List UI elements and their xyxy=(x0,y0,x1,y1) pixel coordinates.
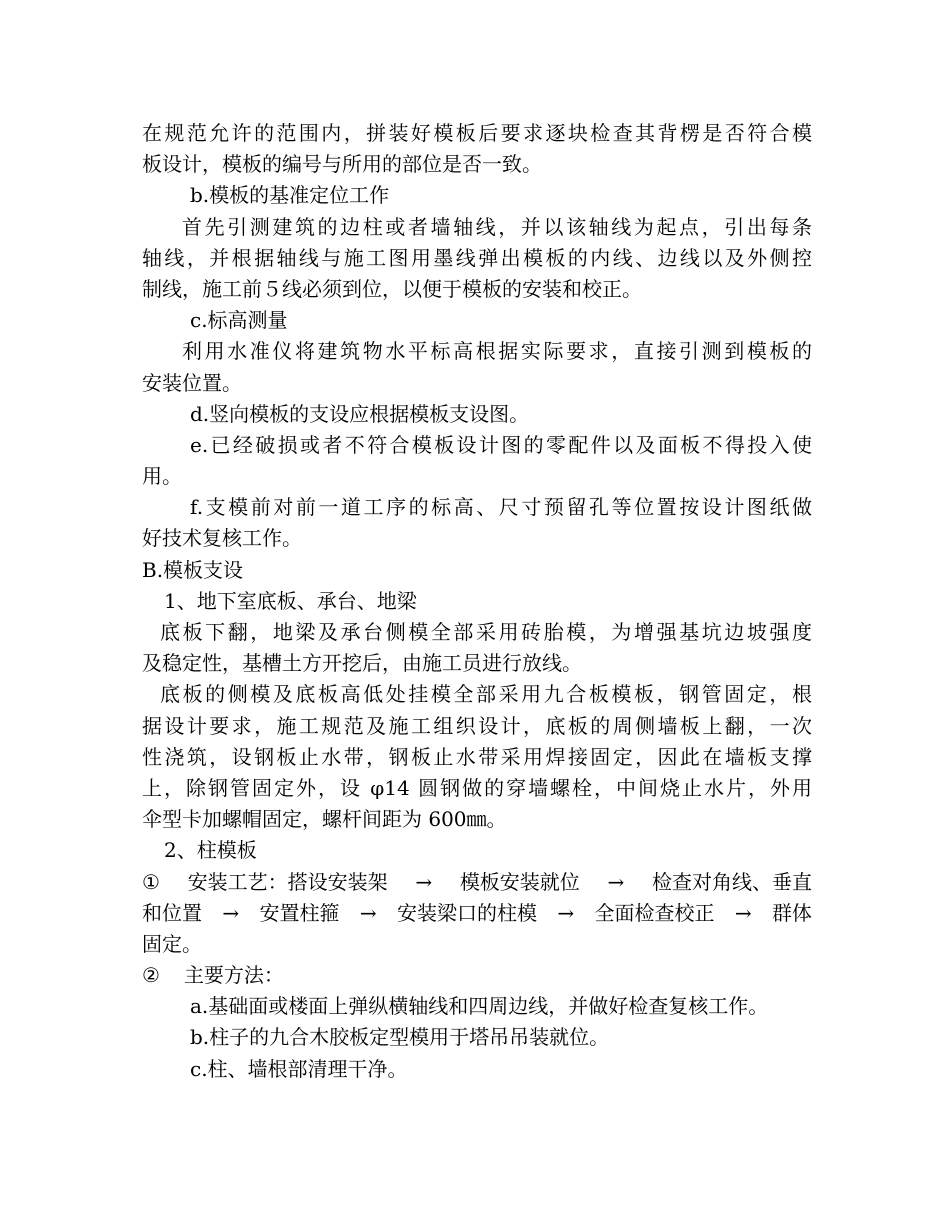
text-line: 在规范允许的范围内，拼装好模板后要求逐块检查其背楞是否符合模 xyxy=(142,121,812,145)
text-line: 性浇筑，设钢板止水带，钢板止水带采用焊接固定，因此在墙板支撑 xyxy=(142,744,812,769)
text-line: 及稳定性，基槽土方开挖后，由施工员进行放线。 xyxy=(142,651,582,676)
text-line: 上，除钢管固定外，设 φ14 圆钢做的穿墙螺栓，中间烧止水片，外用 xyxy=(142,775,812,800)
text-line: 据设计要求，施工规范及施工组织设计，底板的周侧墙板上翻，一次 xyxy=(142,713,812,738)
flow-step: 和位置 xyxy=(142,900,202,925)
arrow-right-icon: → xyxy=(734,900,752,925)
text-line: 轴线，并根据轴线与施工图用墨线弹出模板的内线、边线以及外侧控 xyxy=(142,245,812,270)
item-f: f.支模前对前一道工序的标高、尺寸预留孔等位置按设计图纸做 xyxy=(190,495,812,520)
circled-two: ② xyxy=(142,963,160,988)
text-line: 利用水准仪将建筑物水平标高根据实际要求，直接引测到模板的 xyxy=(182,339,812,364)
subheading-b: b.模板的基准定位工作 xyxy=(190,183,390,208)
text-line: 安装位置。 xyxy=(142,370,242,395)
item-e: e.已经破损或者不符合模板设计图的零配件以及面板不得投入使 xyxy=(190,432,812,457)
section-heading-b: B.模板支设 xyxy=(142,557,244,582)
flow-step: 安装工艺：搭设安装架 xyxy=(187,869,388,894)
flow-step: 全面检查校正 xyxy=(594,900,715,925)
flow-step: 安置柱箍 xyxy=(259,900,340,925)
text-line: 好技术复核工作。 xyxy=(142,526,302,551)
flow-step: 模板安装就位 xyxy=(459,869,580,894)
item-c: c.柱、墙根部清理干净。 xyxy=(190,1056,408,1081)
subsection-heading-1: 1、地下室底板、承台、地梁 xyxy=(164,588,417,613)
circled-one: ① xyxy=(142,869,160,894)
flow-step: 检查对角线、垂直 xyxy=(651,869,812,894)
item-d: d.竖向模板的支设应根据模板支设图。 xyxy=(190,401,530,426)
arrow-right-icon: → xyxy=(607,869,625,894)
process-flow-line-2 xyxy=(142,898,812,929)
text-line: 制线，施工前５线必须到位，以便于模板的安装和校正。 xyxy=(142,276,642,301)
text-line: 伞型卡加螺帽固定，螺杆间距为 600㎜。 xyxy=(142,807,507,832)
document-page xyxy=(142,118,812,1085)
arrow-right-icon: → xyxy=(222,900,240,925)
item-a: a.基础面或楼面上弹纵横轴线和四周边线，并做好检查复核工作。 xyxy=(190,994,769,1019)
process-flow-line-1 xyxy=(142,867,812,898)
flow-step: 群体 xyxy=(771,900,812,925)
text-line: 底板的侧模及底板高低处挂模全部采用九合板模板，钢管固定，根 xyxy=(160,682,812,707)
text-line: 首先引测建筑的边柱或者墙轴线，并以该轴线为起点，引出每条 xyxy=(182,214,812,239)
method-heading xyxy=(142,960,812,991)
text-line: 底板下翻，地梁及承台侧模全部采用砖胎模，为增强基坑边坡强度 xyxy=(160,620,812,644)
method-label: 主要方法： xyxy=(183,963,284,988)
text-line: 固定。 xyxy=(142,931,202,956)
arrow-right-icon: → xyxy=(557,900,575,925)
item-b: b.柱子的九合木胶板定型模用于塔吊吊装就位。 xyxy=(190,1025,610,1050)
arrow-right-icon: → xyxy=(359,900,377,925)
arrow-right-icon: → xyxy=(415,869,433,894)
subsection-heading-2: 2、柱模板 xyxy=(164,838,257,863)
subheading-c: c.标高测量 xyxy=(190,308,288,333)
text-line: 板设计，模板的编号与所用的部位是否一致。 xyxy=(142,152,542,177)
flow-step: 安装梁口的柱模 xyxy=(396,900,537,925)
text-line: 用。 xyxy=(142,464,182,489)
